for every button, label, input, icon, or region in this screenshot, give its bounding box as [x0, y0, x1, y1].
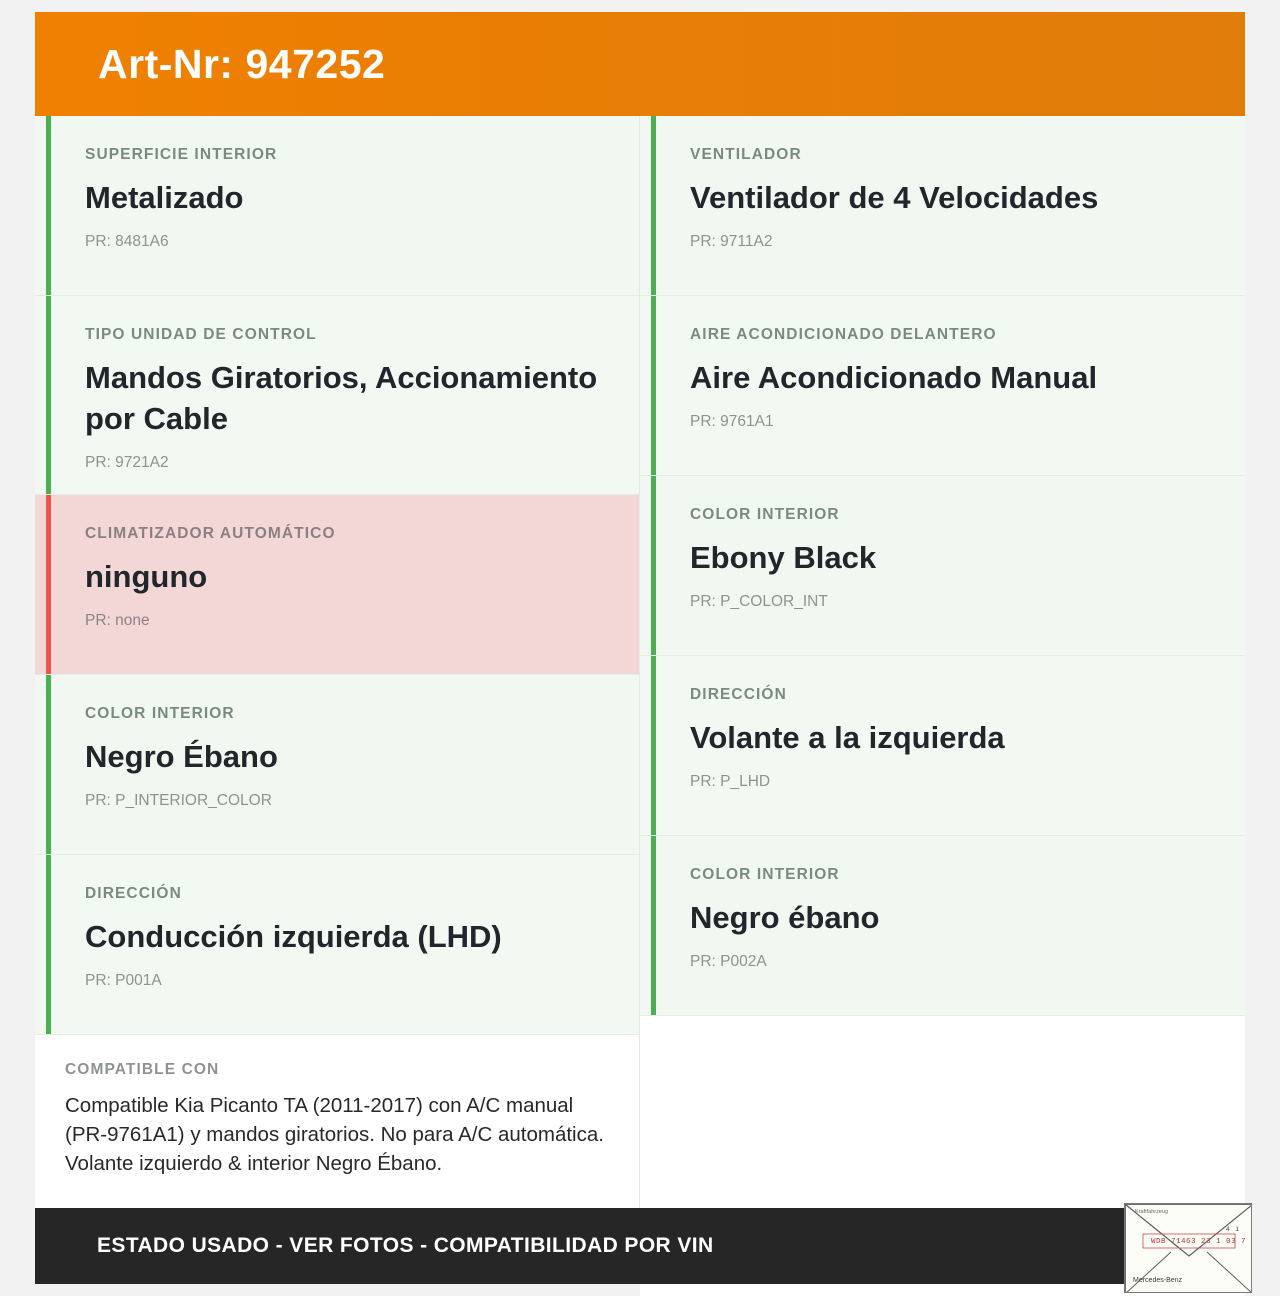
spec-pr-code: PR: P_LHD	[690, 772, 771, 790]
spec-item-color-interior-right-2	[640, 836, 1245, 1016]
page-title: Art-Nr: 947252	[98, 40, 386, 87]
spec-value: Aire Acondicionado Manual	[690, 360, 1098, 395]
spec-label: SUPERFICIE INTERIOR	[85, 146, 278, 163]
footer-text: ESTADO USADO - VER FOTOS - COMPATIBILIDAD POR VIN	[97, 1234, 714, 1257]
spec-label: TIPO UNIDAD DE CONTROL	[85, 326, 317, 343]
spec-label: DIRECCIÓN	[85, 884, 182, 902]
spec-label: AIRE ACONDICIONADO DELANTERO	[690, 326, 997, 343]
stamp-brand-label: Mercedes-Benz	[1133, 1277, 1183, 1284]
stamp-top-text: Kraftfahrzeug	[1135, 1209, 1169, 1215]
spec-label: VENTILADOR	[690, 146, 802, 163]
spec-item-direccion-right	[640, 656, 1245, 836]
spec-value: Mandos Giratorios, Accionamiento por Cable	[85, 360, 598, 436]
spec-sheet	[35, 12, 1245, 1208]
spec-pr-code: PR: P_COLOR_INT	[690, 592, 828, 610]
spec-value: Conducción izquierda (LHD)	[85, 918, 502, 954]
spec-item-ventilador	[640, 116, 1245, 296]
spec-item-color-interior-left	[35, 675, 639, 855]
spec-item-direccion-left	[35, 855, 639, 1035]
spec-pr-code: PR: 8481A6	[85, 232, 169, 250]
spec-pr-code: PR: none	[85, 611, 150, 629]
compatibility-note	[35, 1035, 639, 1208]
spec-item-aire-acondicionado-delantero	[640, 296, 1245, 476]
right-column	[640, 116, 1245, 1208]
spec-pr-code: PR: 9711A2	[690, 232, 773, 250]
stamp-vin-code: WDB 71463 23 1 03 7	[1151, 1238, 1247, 1246]
spec-value: Negro ébano	[690, 900, 880, 935]
spec-pr-code: PR: P002A	[690, 952, 767, 970]
spec-pr-code: PR: P_INTERIOR_COLOR	[85, 791, 272, 809]
spec-value: Volante a la izquierda	[690, 720, 1005, 755]
compatibility-label: COMPATIBLE CON	[65, 1060, 220, 1078]
spec-label: COLOR INTERIOR	[690, 506, 840, 523]
spec-columns	[35, 116, 1245, 1208]
vehicle-registration-stamp-icon	[1124, 1203, 1252, 1293]
spec-pr-code: PR: P001A	[85, 971, 162, 989]
spec-value: Ebony Black	[690, 540, 877, 575]
spec-item-tipo-unidad-de-control	[35, 296, 639, 495]
spec-value: Negro Ébano	[85, 738, 278, 774]
spec-label: COLOR INTERIOR	[690, 866, 840, 883]
spec-value: Metalizado	[85, 180, 244, 215]
spec-item-climatizador-automatico	[35, 495, 639, 675]
spec-item-color-interior-right-1	[640, 476, 1245, 656]
stamp-numbers: 4 1	[1225, 1226, 1241, 1233]
spec-label: DIRECCIÓN	[690, 686, 787, 703]
footer-banner	[35, 1208, 1245, 1284]
spec-value: ninguno	[85, 558, 208, 594]
left-column	[35, 116, 640, 1208]
spec-pr-code: PR: 9721A2	[85, 453, 169, 471]
compatibility-text: Compatible Kia Picanto TA (2011-2017) con A/C manual (PR-9761A1) y mandos giratorios. No para A/C automática. Volante izquierdo & interior Negro Ébano.	[65, 1093, 604, 1176]
spec-label: COLOR INTERIOR	[85, 704, 235, 722]
spec-item-superficie-interior	[35, 116, 639, 296]
spec-value: Ventilador de 4 Velocidades	[690, 180, 1099, 215]
spec-pr-code: PR: 9761A1	[690, 412, 774, 430]
header-banner	[35, 12, 1245, 116]
spec-label: CLIMATIZADOR AUTOMÁTICO	[85, 524, 336, 542]
